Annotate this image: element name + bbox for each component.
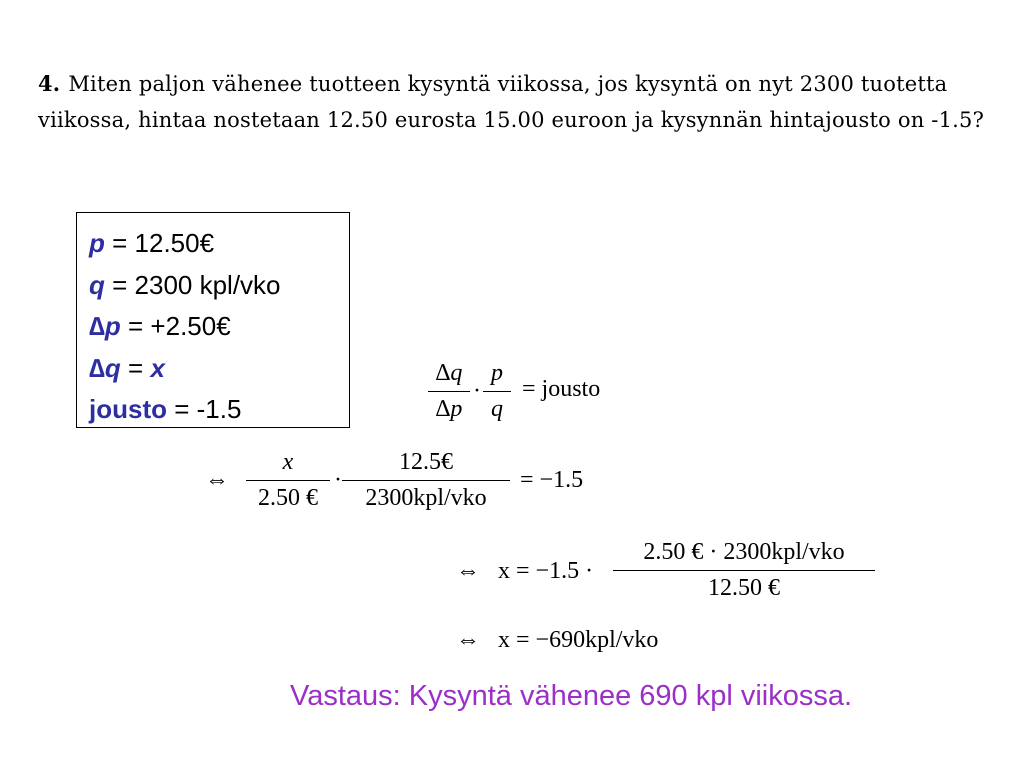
given-p bbox=[89, 223, 349, 265]
given-var: ∆p bbox=[89, 311, 121, 341]
given-value: = +2.50€ bbox=[120, 311, 231, 341]
multiply-dot: · bbox=[473, 378, 481, 404]
answer-text: Vastaus: Kysyntä vähenee 690 kpl viikossa. bbox=[290, 680, 853, 712]
numerator: ∆q bbox=[435, 360, 463, 386]
given-jousto bbox=[89, 389, 349, 431]
equivalence-arrow: ⇔ bbox=[456, 627, 480, 653]
given-value: = -1.5 bbox=[167, 394, 242, 424]
equation-rhs: = −1.5 bbox=[520, 467, 584, 493]
problem-text: Miten paljon vähenee tuotteen kysyntä viikossa, jos kysyntä on nyt 2300 tuotetta viikossa, hintaa nostetaan 12.50 eurosta 15.00 euroon ja kysynnän hintajousto on -1.5? bbox=[38, 72, 985, 132]
given-var: p bbox=[89, 228, 105, 258]
given-value: = 2300 kpl/vko bbox=[104, 269, 281, 300]
numerator: 12.5€ bbox=[399, 449, 453, 475]
givens-box bbox=[76, 212, 350, 428]
denominator: ∆p bbox=[435, 396, 463, 422]
fraction-product-over-price bbox=[613, 539, 875, 602]
fraction-x-over-price-change bbox=[246, 449, 330, 512]
equation-result: x = −690kpl/vko bbox=[498, 627, 659, 653]
given-value: = bbox=[120, 352, 151, 383]
given-delta-q bbox=[89, 348, 349, 390]
fraction-p-over-q bbox=[483, 360, 511, 423]
equivalence-arrow: ⇔ bbox=[205, 467, 229, 493]
given-var: q bbox=[89, 269, 105, 300]
numerator: p bbox=[491, 360, 503, 386]
equation-lhs: x = −1.5 · bbox=[498, 558, 594, 584]
given-var: ∆q bbox=[89, 352, 121, 383]
equivalence-arrow: ⇔ bbox=[456, 558, 480, 584]
numerator: 2.50 € · 2300kpl/vko bbox=[643, 539, 845, 565]
numerator: x bbox=[282, 449, 294, 475]
denominator: 2300kpl/vko bbox=[365, 485, 487, 511]
given-word: jousto bbox=[89, 394, 167, 424]
given-q bbox=[89, 265, 349, 307]
equation-rhs: = jousto bbox=[522, 376, 601, 402]
problem-number: 4. bbox=[38, 71, 61, 96]
given-value: = 12.50€ bbox=[104, 228, 215, 258]
denominator: 12.50 € bbox=[708, 575, 780, 601]
denominator: q bbox=[491, 396, 503, 422]
given-value-var: x bbox=[150, 352, 165, 383]
fraction-delta-q-over-delta-p bbox=[428, 360, 470, 423]
multiply-dot: · bbox=[334, 467, 342, 493]
problem-statement bbox=[38, 66, 993, 138]
fraction-price-over-quantity bbox=[342, 449, 510, 512]
given-delta-p bbox=[89, 306, 349, 348]
denominator: 2.50 € bbox=[258, 485, 318, 511]
